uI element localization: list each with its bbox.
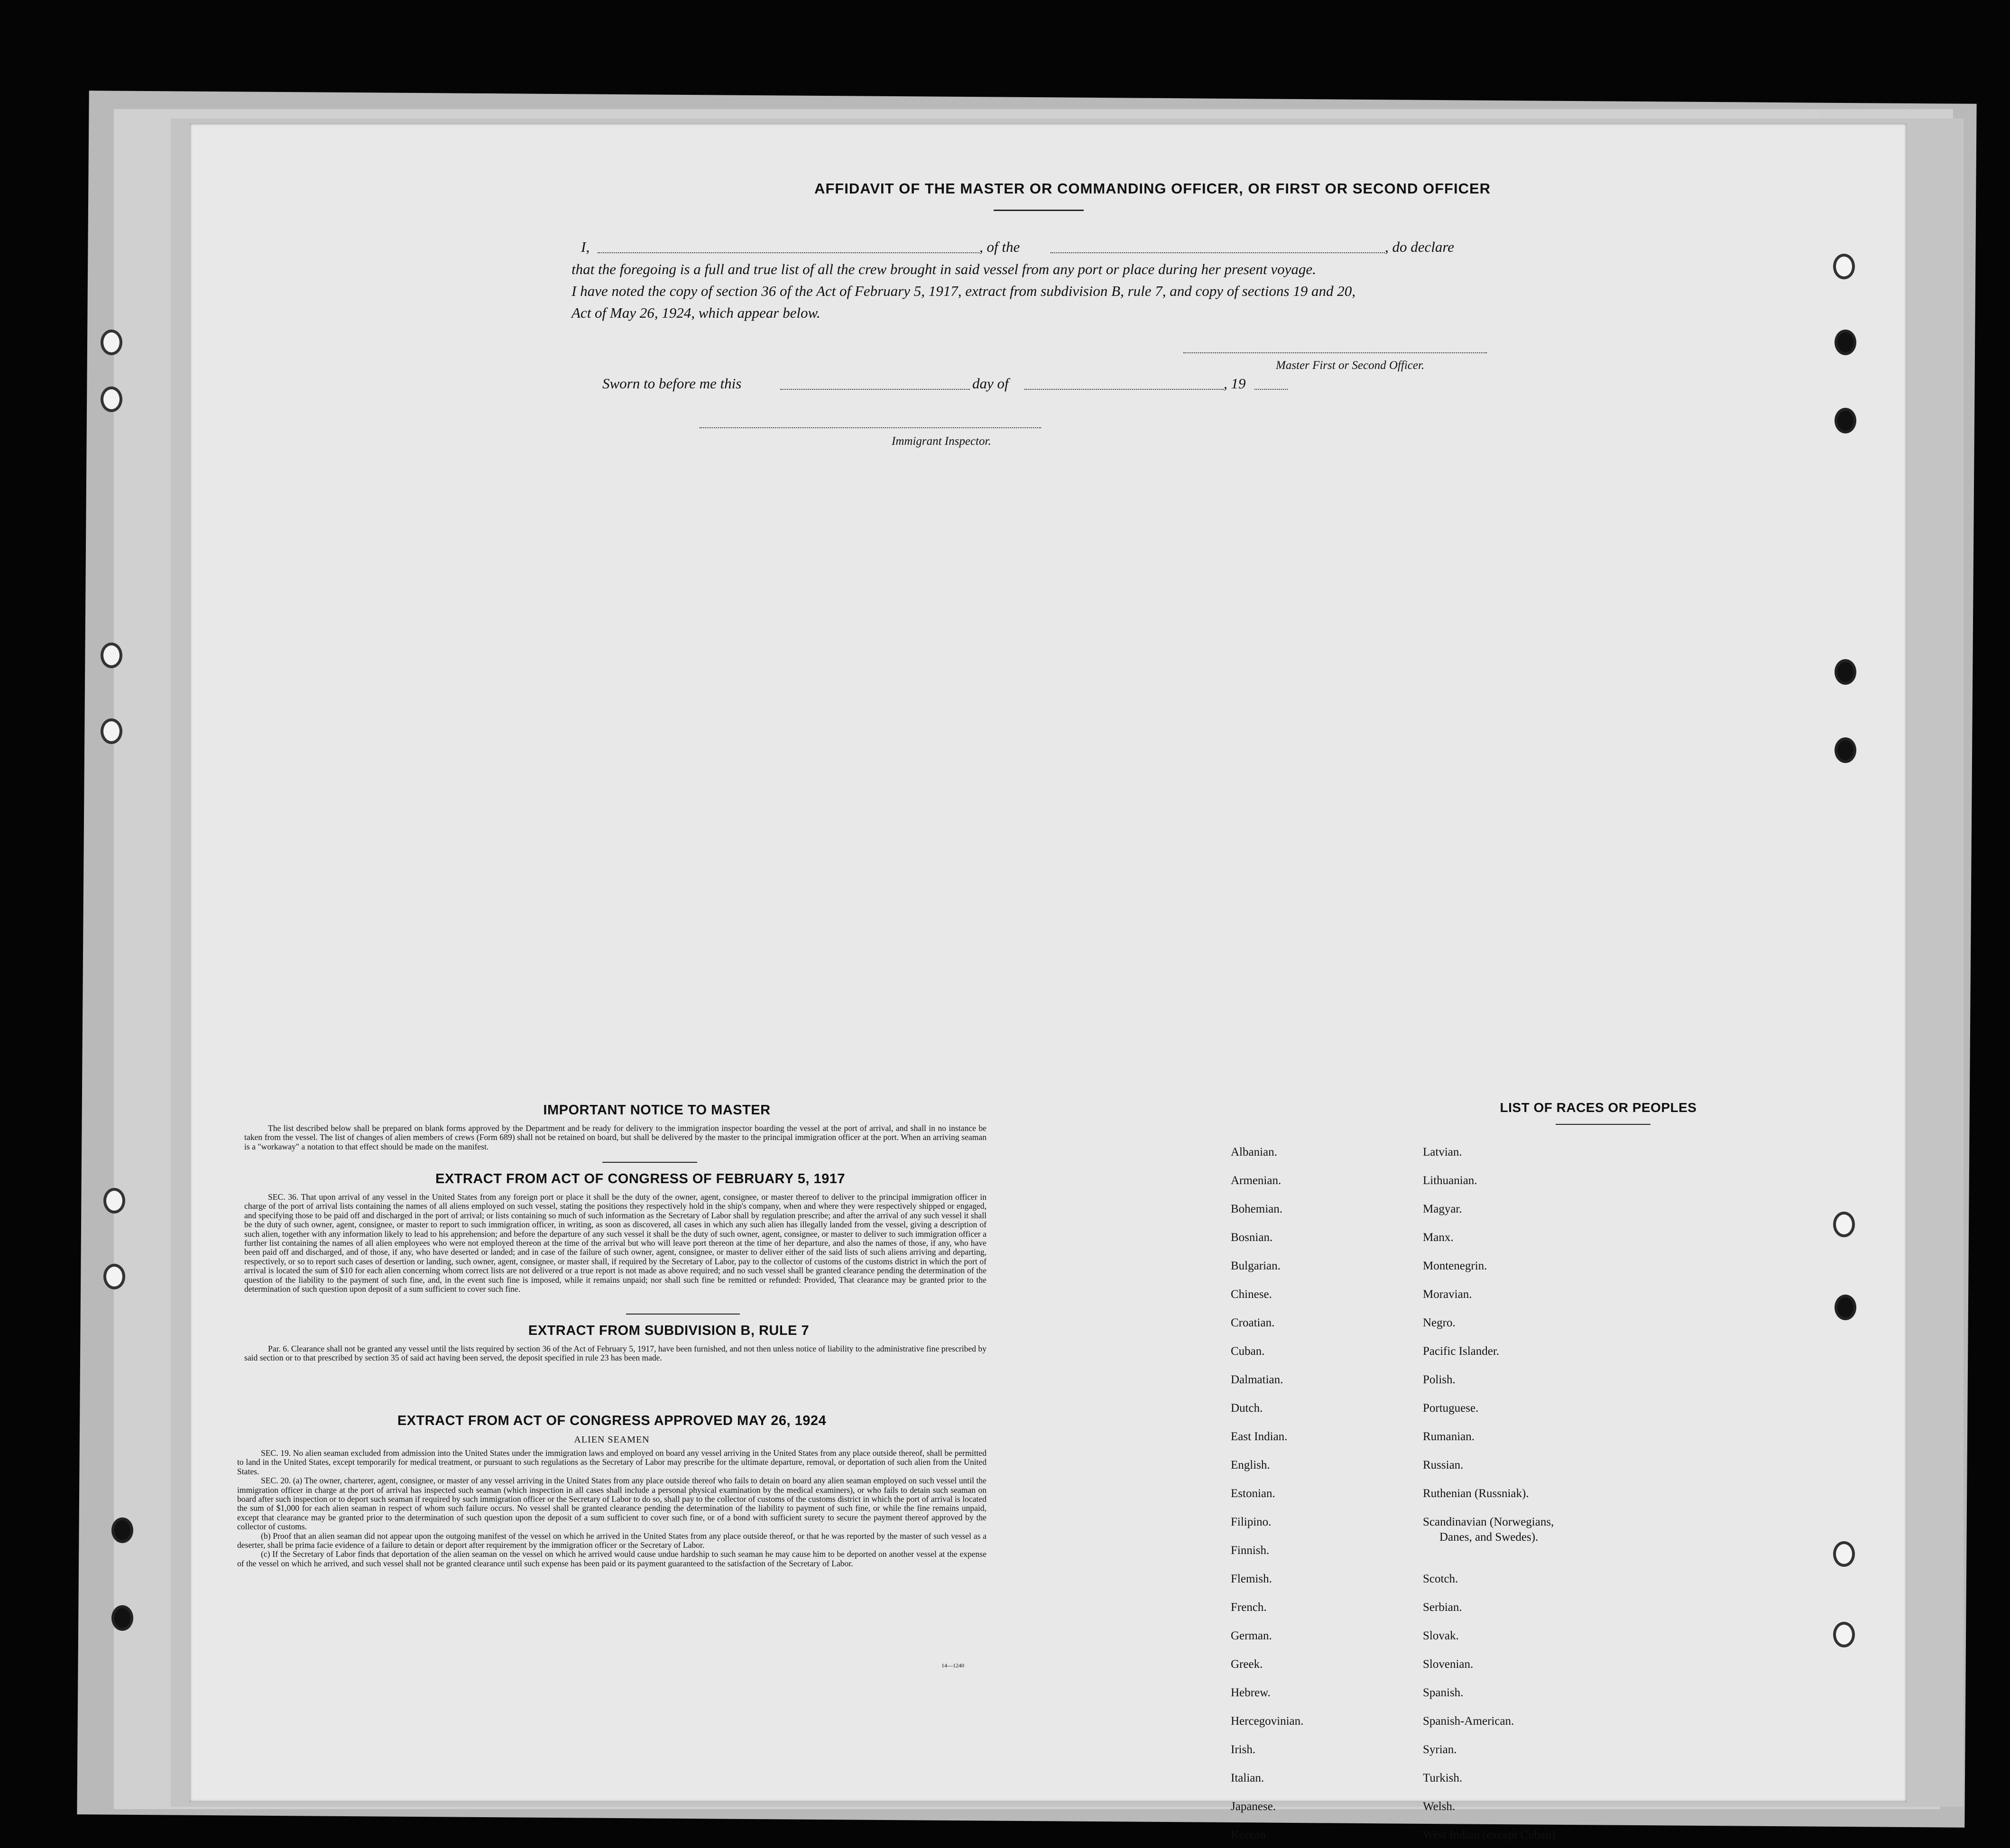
binder-hole: [1835, 1295, 1856, 1320]
section-divider: [626, 1314, 740, 1315]
alien-seamen-subtitle: ALIEN SEAMEN: [574, 1434, 650, 1445]
name-blank: [598, 252, 979, 253]
sworn-day-of: day of: [972, 375, 1009, 392]
race-item: Danes, and Swedes).: [1439, 1531, 1539, 1544]
race-item: Hebrew.: [1231, 1686, 1271, 1699]
notice-title: IMPORTANT NOTICE TO MASTER: [543, 1103, 771, 1118]
affidavit-line-2: that the foregoing is a full and true list of all the crew brought in said vessel from any port or place during her present voyage.: [572, 261, 1316, 277]
rule-7-paragraph: Par. 6. Clearance shall not be granted any vessel until the lists required by section 36 of the Act of February 5, 1917, have been furnished, and not then unless notice of liability to the administrative fine prescribed by said section or to that prescribed by section 35 of said act having been served, the deposit specified in rule 23 has been made.: [244, 1344, 987, 1363]
race-item: Spanish-American.: [1423, 1715, 1514, 1728]
race-item: Montenegrin.: [1423, 1260, 1487, 1272]
race-item: Slovenian.: [1423, 1658, 1474, 1671]
race-item: Turkish.: [1423, 1772, 1463, 1784]
section-20c-paragraph: (c) If the Secretary of Labor finds that deportation of the alien seaman on the vessel on which he arrived would cause undue hardship to such seaman he may cause him to be deported on another vessel at the expense of the vessel on which he arrived, and such vessel shall not be granted clearance until such expense has been paid or its payment guaranteed to the satisfaction of the Secretary of Labor.: [237, 1549, 987, 1568]
binder-hole: [101, 330, 122, 355]
section-19-paragraph: SEC. 19. No alien seaman excluded from admission into the United States under the immigration laws and employed on board any vessel arriving in the United States from any place outside thereof, shall be permitted to land in the United States, except temporarily for medical treatment, or pursuant to such regulations as the Secretary of Labor may prescribe for the ultimate departure, removal, or deportation of such alien from the United States.: [237, 1448, 987, 1476]
binder-hole: [1833, 1622, 1855, 1647]
binder-hole: [1833, 1212, 1855, 1237]
binder-hole: [1835, 330, 1856, 355]
affidavit-title: AFFIDAVIT OF THE MASTER OR COMMANDING OFFICER, OR FIRST OR SECOND OFFICER: [814, 180, 1491, 197]
title-divider: [994, 210, 1084, 211]
rule-7-text: [244, 1344, 987, 1363]
race-item: Estonian.: [1231, 1487, 1275, 1500]
race-item: Lithuanian.: [1423, 1174, 1477, 1187]
race-item: French.: [1231, 1601, 1267, 1614]
race-item: Finnish.: [1231, 1544, 1270, 1557]
binder-hole: [1835, 659, 1856, 685]
race-item: Manx.: [1423, 1231, 1454, 1244]
race-item: Hercegovinian.: [1231, 1715, 1304, 1728]
race-item: Slovak.: [1423, 1629, 1459, 1642]
inspector-label: Immigrant Inspector.: [892, 435, 991, 448]
race-item: Armenian.: [1231, 1174, 1282, 1187]
master-label: Master First or Second Officer.: [1276, 359, 1425, 372]
race-item: Bohemian.: [1231, 1203, 1283, 1215]
races-title: LIST OF RACES OR PEOPLES: [1500, 1100, 1697, 1115]
rule-7-title: EXTRACT FROM SUBDIVISION B, RULE 7: [528, 1323, 810, 1338]
sworn-day-blank: [780, 389, 970, 390]
race-item: Welsh.: [1423, 1800, 1456, 1813]
sworn-year: , 19: [1224, 375, 1246, 392]
affidavit-line-3: I have noted the copy of section 36 of the Act of February 5, 1917, extract from subdivision B, rule 7, and copy of sections 19 and 20,: [572, 283, 1356, 299]
binder-hole: [103, 1188, 125, 1214]
race-item: Russian.: [1423, 1459, 1464, 1471]
sworn-month-blank: [1024, 389, 1224, 390]
binder-hole: [101, 643, 122, 668]
race-item: East Indian.: [1231, 1430, 1288, 1443]
binder-hole: [101, 718, 122, 744]
race-item: Serbian.: [1423, 1601, 1462, 1614]
race-item: Polish.: [1423, 1373, 1456, 1386]
binder-hole: [101, 386, 122, 412]
affidavit-page: [190, 123, 1907, 1841]
race-item: English.: [1231, 1459, 1270, 1471]
extract-1917-text: [244, 1193, 987, 1294]
affidavit-i: I,: [581, 239, 590, 255]
binder-hole: [111, 1517, 133, 1543]
binder-hole: [1835, 408, 1856, 433]
race-item: Latvian.: [1423, 1146, 1462, 1158]
vessel-blank: [1051, 252, 1385, 253]
binder-hole: [1833, 254, 1855, 279]
affidavit-of-the: , of the: [979, 239, 1020, 255]
master-signature-line: [1183, 352, 1487, 353]
binder-hole: [111, 1605, 133, 1631]
race-item: Dalmatian.: [1231, 1373, 1283, 1386]
extract-1917-title: EXTRACT FROM ACT OF CONGRESS OF FEBRUARY 5, 1917: [435, 1171, 846, 1186]
race-item: Magyar.: [1423, 1203, 1462, 1215]
race-item: Spanish.: [1423, 1686, 1464, 1699]
race-item: Flemish.: [1231, 1572, 1272, 1585]
race-item: Ruthenian (Russniak).: [1423, 1487, 1529, 1500]
race-item: Cuban.: [1231, 1345, 1265, 1358]
section-20b-paragraph: (b) Proof that an alien seaman did not appear upon the outgoing manifest of the vessel on which he arrived in the United States from any place outside thereof, or that he was reported by the master of such vessel as a deserter, shall be prima facie evidence of a failure to detain or deport after requirement by the immigration officer or the Secretary of Labor.: [237, 1531, 987, 1550]
inspector-signature-line: [700, 427, 1041, 428]
notice-text: [244, 1124, 987, 1151]
affidavit-declare: , do declare: [1385, 239, 1455, 255]
race-item: German.: [1231, 1629, 1272, 1642]
race-item: Filipino.: [1231, 1516, 1272, 1528]
sworn-prefix: Sworn to before me this: [602, 375, 742, 392]
binder-hole: [1835, 737, 1856, 763]
race-item: Dutch.: [1231, 1402, 1263, 1415]
affidavit-line-4: Act of May 26, 1924, which appear below.: [572, 304, 821, 321]
race-item: Japanese.: [1231, 1800, 1276, 1813]
race-item: Scandinavian (Norwegians,: [1423, 1516, 1554, 1528]
race-item: Croatian.: [1231, 1316, 1275, 1329]
race-item: Bosnian.: [1231, 1231, 1273, 1244]
race-item: Italian.: [1231, 1772, 1264, 1784]
race-item: West Indian (except Cuban).: [1423, 1829, 1558, 1841]
race-item: Negro.: [1423, 1316, 1456, 1329]
race-item: Albanian.: [1231, 1146, 1277, 1158]
race-item: Korean.: [1231, 1829, 1269, 1841]
binder-hole: [103, 1264, 125, 1289]
race-item: Chinese.: [1231, 1288, 1272, 1301]
extract-1924-title: EXTRACT FROM ACT OF CONGRESS APPROVED MAY 26, 1924: [397, 1413, 827, 1428]
extract-1924-text: [237, 1449, 987, 1568]
race-item: Syrian.: [1423, 1743, 1457, 1756]
race-item: Irish.: [1231, 1743, 1256, 1756]
form-number: 14—1240: [941, 1662, 964, 1669]
section-divider: [602, 1162, 697, 1163]
race-item: Portuguese.: [1423, 1402, 1479, 1415]
race-item: Rumanian.: [1423, 1430, 1475, 1443]
sworn-year-blank: [1254, 389, 1288, 390]
section-20a-paragraph: SEC. 20. (a) The owner, charterer, agent, consignee, or master of any vessel arriving in the United States from any place outside thereof who fails to detain on board any alien seaman employed on such vessel until the immigration officer in charge at the port of arrival has inspected such seaman (which inspection in all cases shall include a personal physical examination by the medical examiners), or who fails to detain such seaman on board after such inspection or to deport such seaman if required by such immigration officer or the Secretary of Labor to do so, shall pay to the collector of customs of the customs district in which the port of arrival is located the sum of $1,000 for each alien seaman in respect of whom such failure occurs. No vessel shall be granted clearance pending the determination of the liability to payment of such fine, or while the fine remains unpaid, except that clearance may be granted prior to the determination of such question upon the deposit of a sum sufficient to cover such fine, or of a bond with sufficient surety to secure the payment thereof approved by the collector of customs.: [237, 1476, 987, 1532]
notice-paragraph: The list described below shall be prepared on blank forms approved by the Department and be ready for delivery to the immigration inspector boarding the vessel at the port of arrival, and shall in no instance be taken from the vessel. The list of changes of alien members of crews (Form 689) shall not be retained on board, but shall be delivered by the master to the principal immigration officer at the port. When an arriving seaman is a "workaway" a notation to that effect should be made on the manifest.: [244, 1123, 987, 1151]
race-item: Scotch.: [1423, 1572, 1458, 1585]
race-item: Bulgarian.: [1231, 1260, 1281, 1272]
races-divider: [1556, 1124, 1650, 1125]
race-item: Moravian.: [1423, 1288, 1472, 1301]
race-item: Greek.: [1231, 1658, 1263, 1671]
race-item: Pacific Islander.: [1423, 1345, 1500, 1358]
binder-hole: [1833, 1541, 1855, 1567]
section-36-paragraph: SEC. 36. That upon arrival of any vessel in the United States from any foreign port or place it shall be the duty of the owner, agent, consignee, or master thereof to deliver to the principal immigration officer in charge of the port of arrival lists containing the names of all aliens employed on such vessel, stating the positions they respectively hold in the ship's company, when and where they were respectively shipped or engaged, and specifying those to be paid off and discharged in the port of arrival; or lists containing so much of such information as the Secretary of Labor shall by regulation prescribe; and after the arrival of any such vessel it shall be the duty of such owner, agent, consignee, or master to report to such immigration officer, in writing, as soon as discovered, all cases in which any such alien has illegally landed from the vessel, giving a description of such alien, together with any information likely to lead to his apprehension; and before the departure of any such vessel it shall be the duty of such owner, agent, consignee, or master to deliver to such immigration officer a further list containing the names of all alien employees who were not employed thereon at the time of the arrival but who will leave port thereon at the time of her departure, and also the names of those, if any, who have been paid off and discharged, and of those, if any, who have deserted or landed; and in case of the failure of such owner, agent, consignee, or master to deliver either of the said lists of such aliens arriving and departing, respectively, or so to report such cases of desertion or landing, such owner, agent, consignee, or master shall, if required by the Secretary of Labor, pay to the collector of customs of the customs district in which the port of arrival is located the sum of $10 for each alien concerning whom correct lists are not delivered or a true report is not made as above required; and no such vessel shall be granted clearance pending the determination of the question of the liability to the payment of such fine, and, in the event such fine is imposed, while it remains unpaid; nor shall such fine be remitted or refunded: Provided, That clearance may be granted prior to the determination of such question upon deposit of a sum sufficient to cover such fine.: [244, 1192, 987, 1294]
